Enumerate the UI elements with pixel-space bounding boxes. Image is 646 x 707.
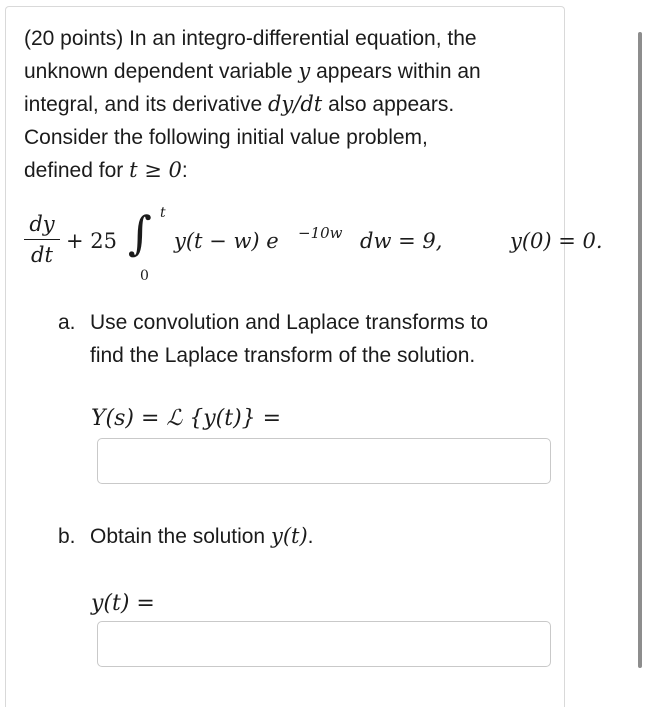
part-b-function: y(t) — [270, 524, 308, 548]
derivative-fraction — [24, 212, 60, 267]
var-y: y — [298, 59, 311, 83]
part-a-label: a. — [58, 311, 76, 334]
part-a-line-2: find the Laplace transform of the solution. — [90, 344, 476, 367]
part-b-formula: y(t) = — [91, 591, 155, 616]
integral-sign: ∫ — [128, 206, 152, 260]
integrand: y(t − w) e — [174, 229, 279, 253]
part-b-answer-input[interactable] — [97, 621, 551, 667]
equation-coefficient: + 25 — [66, 229, 117, 253]
domain-condition: t ≥ 0 — [129, 158, 182, 182]
exponent: −10w — [298, 224, 343, 242]
equation-rhs: dw = 9, — [360, 229, 443, 253]
fraction-numerator: dy — [29, 212, 55, 236]
problem-line-2: unknown dependent variable y appears within an — [24, 59, 481, 83]
part-b-text: Obtain the solution y(t). — [90, 524, 314, 548]
problem-line-4: Consider the following initial value problem, — [24, 126, 428, 149]
problem-line-5: defined for t ≥ 0: — [24, 158, 188, 182]
part-a-line-1: Use convolution and Laplace transforms to — [90, 311, 489, 334]
initial-condition: y(0) = 0. — [510, 229, 603, 253]
fraction-denominator: dt — [31, 243, 53, 267]
part-b-label: b. — [58, 525, 76, 548]
problem-line-3: integral, and its derivative dy/dt also appears. — [24, 92, 455, 116]
problem-line-1 — [24, 22, 554, 55]
part-a-formula: Y(s) = ℒ {y(t)} = — [91, 406, 282, 431]
scrollbar[interactable] — [638, 32, 642, 668]
part-a-answer-input[interactable] — [97, 438, 551, 484]
intro-text-1: In an integro-differential equation, the — [129, 27, 477, 50]
points-label: (20 points) — [24, 27, 124, 50]
derivative-dy-dt: dy/dt — [267, 92, 323, 116]
integral-lower-limit: 0 — [140, 268, 149, 284]
integral-upper-limit: t — [160, 205, 166, 221]
fraction-bar — [24, 239, 60, 240]
